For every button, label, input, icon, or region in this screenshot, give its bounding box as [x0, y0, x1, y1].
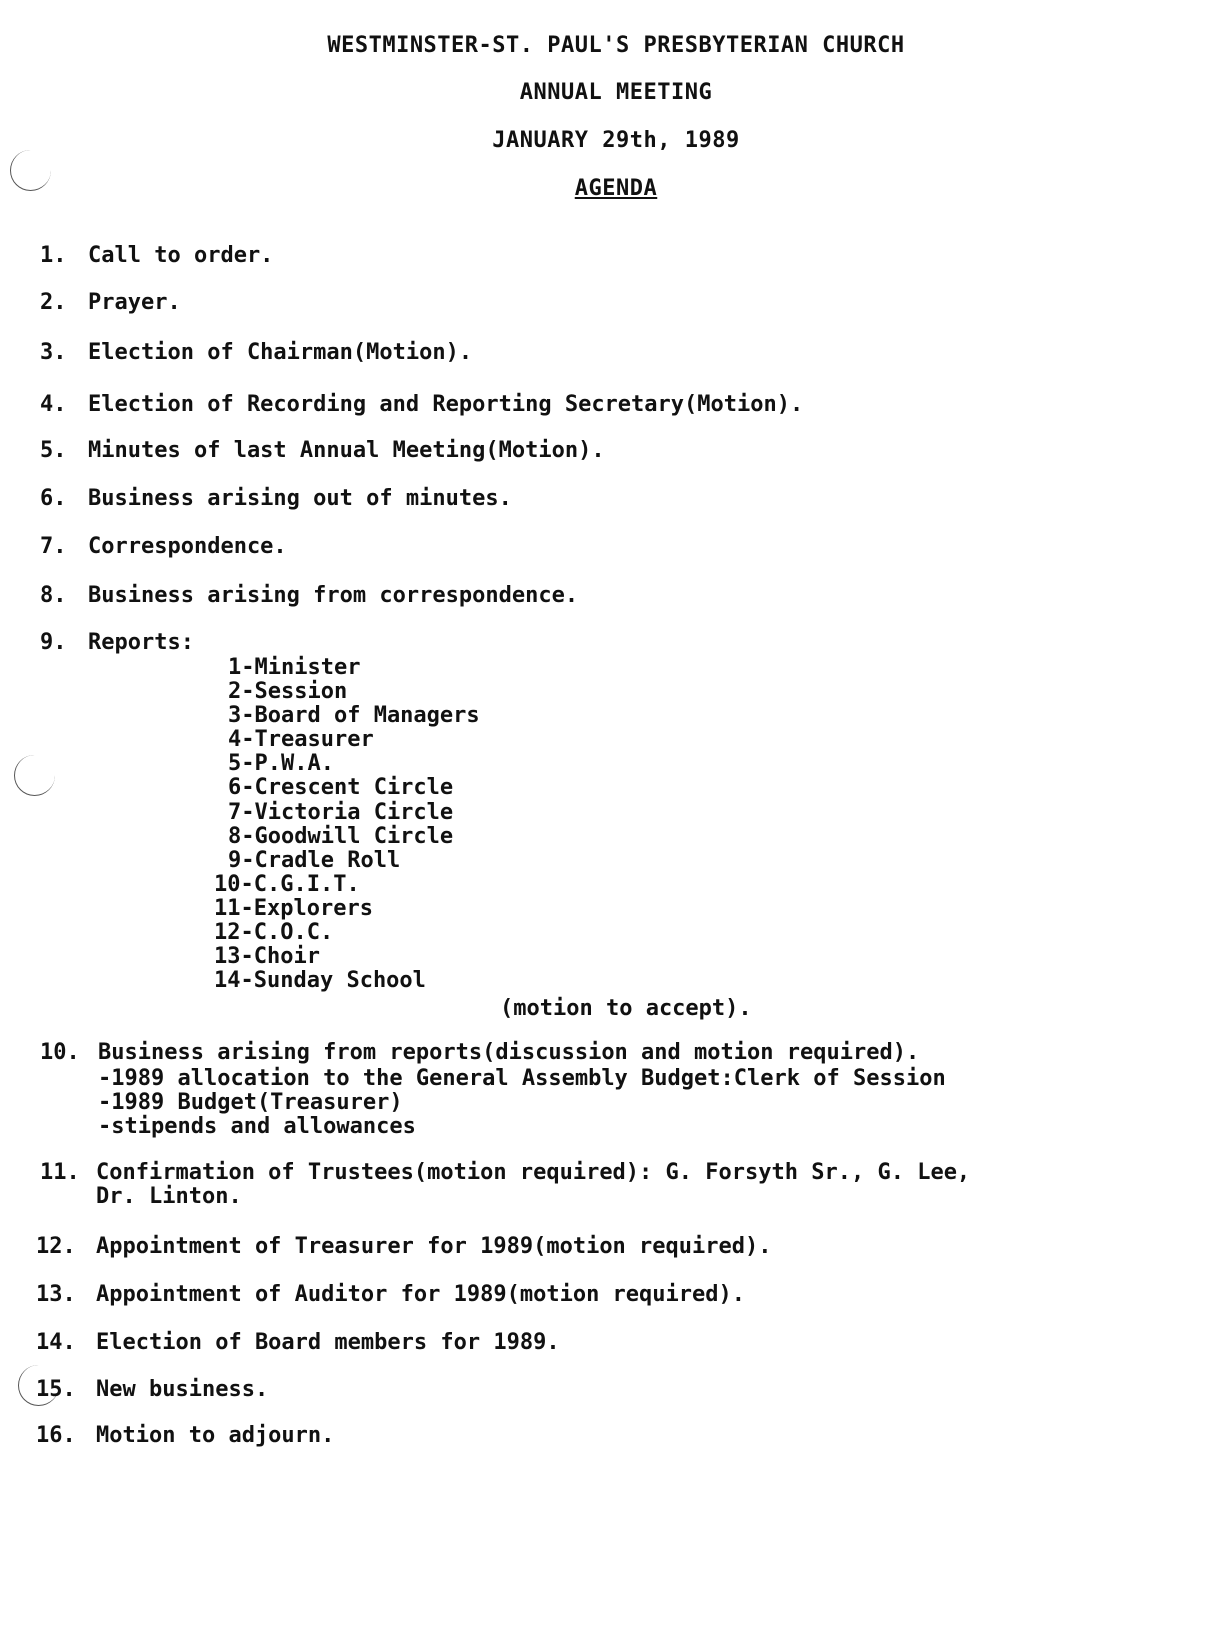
agenda-item	[40, 340, 472, 365]
item-number: 11.	[40, 1160, 80, 1185]
item-number: 7.	[40, 534, 67, 559]
item-number: 15.	[36, 1377, 76, 1402]
sub-item: -1989 Budget(Treasurer)	[98, 1090, 403, 1115]
item-text: Correspondence.	[88, 534, 287, 559]
report-item: 13-Choir	[214, 944, 320, 969]
item-text: Election of Chairman(Motion).	[88, 340, 473, 365]
agenda-item	[40, 392, 803, 417]
item-text: Election of Board members for 1989.	[96, 1330, 560, 1355]
meeting-title: ANNUAL MEETING	[519, 80, 713, 105]
report-item: 14-Sunday School	[214, 968, 426, 993]
item-text: Appointment of Treasurer for 1989(motion required).	[96, 1234, 772, 1259]
agenda-item	[40, 486, 512, 511]
item-number: 10.	[40, 1040, 80, 1065]
item-text: Prayer.	[88, 290, 181, 315]
reports-motion: (motion to accept).	[500, 996, 752, 1021]
agenda-item	[40, 630, 194, 655]
report-item: 7-Victoria Circle	[228, 800, 454, 825]
item-number: 6.	[40, 486, 67, 511]
item-text: Confirmation of Trustees(motion required): G. Forsyth Sr., G. Lee,	[96, 1160, 971, 1185]
item-text: Business arising from correspondence.	[88, 583, 579, 608]
item-text: Reports:	[88, 630, 194, 655]
report-item: 5-P.W.A.	[228, 751, 334, 776]
agenda-item	[40, 290, 181, 315]
item-number: 13.	[36, 1282, 76, 1307]
item-text: Appointment of Auditor for 1989(motion required).	[96, 1282, 746, 1307]
item-number: 16.	[36, 1423, 76, 1448]
agenda-item	[40, 583, 578, 608]
item-text: Motion to adjourn.	[96, 1423, 335, 1448]
item-continuation: Dr. Linton.	[96, 1184, 242, 1209]
agenda-item	[36, 1282, 745, 1307]
agenda-item	[40, 1040, 919, 1065]
agenda-heading	[0, 176, 1232, 201]
sub-item: -stipends and allowances	[98, 1114, 416, 1139]
agenda-item	[36, 1377, 268, 1402]
agenda-title: AGENDA	[574, 176, 658, 201]
item-text: Call to order.	[88, 243, 274, 268]
agenda-item	[40, 534, 287, 559]
meeting-date: JANUARY 29th, 1989	[492, 128, 740, 153]
item-number: 12.	[36, 1234, 76, 1259]
report-item: 8-Goodwill Circle	[228, 824, 454, 849]
agenda-item	[40, 243, 273, 268]
agenda-item	[36, 1234, 772, 1259]
item-text: New business.	[96, 1377, 269, 1402]
sub-item: -1989 allocation to the General Assembly Budget:Clerk of Session	[98, 1066, 946, 1091]
agenda-item	[36, 1330, 560, 1355]
item-number: 1.	[40, 243, 67, 268]
report-item: 4-Treasurer	[228, 727, 374, 752]
report-item: 12-C.O.C.	[214, 920, 334, 945]
item-text: Minutes of last Annual Meeting(Motion).	[88, 438, 605, 463]
item-number: 3.	[40, 340, 67, 365]
item-number: 2.	[40, 290, 67, 315]
agenda-item	[40, 1160, 970, 1185]
report-item: 1-Minister	[228, 655, 361, 680]
item-number: 8.	[40, 583, 67, 608]
punch-hole-middle	[14, 755, 55, 796]
agenda-item	[36, 1423, 334, 1448]
report-item: 9-Cradle Roll	[228, 848, 401, 873]
item-number: 5.	[40, 438, 67, 463]
church-name: WESTMINSTER-ST. PAUL'S PRESBYTERIAN CHURCH	[327, 33, 905, 58]
report-item: 11-Explorers	[214, 896, 373, 921]
item-number: 4.	[40, 392, 67, 417]
report-item: 10-C.G.I.T.	[214, 872, 360, 897]
item-text: Election of Recording and Reporting Secretary(Motion).	[88, 392, 804, 417]
report-item: 3-Board of Managers	[228, 703, 480, 728]
report-item: 2-Session	[228, 679, 348, 704]
item-text: Business arising from reports(discussion and motion required).	[98, 1040, 920, 1065]
item-text: Business arising out of minutes.	[88, 486, 512, 511]
item-number: 9.	[40, 630, 67, 655]
agenda-item	[40, 438, 605, 463]
item-number: 14.	[36, 1330, 76, 1355]
report-item: 6-Crescent Circle	[228, 775, 454, 800]
